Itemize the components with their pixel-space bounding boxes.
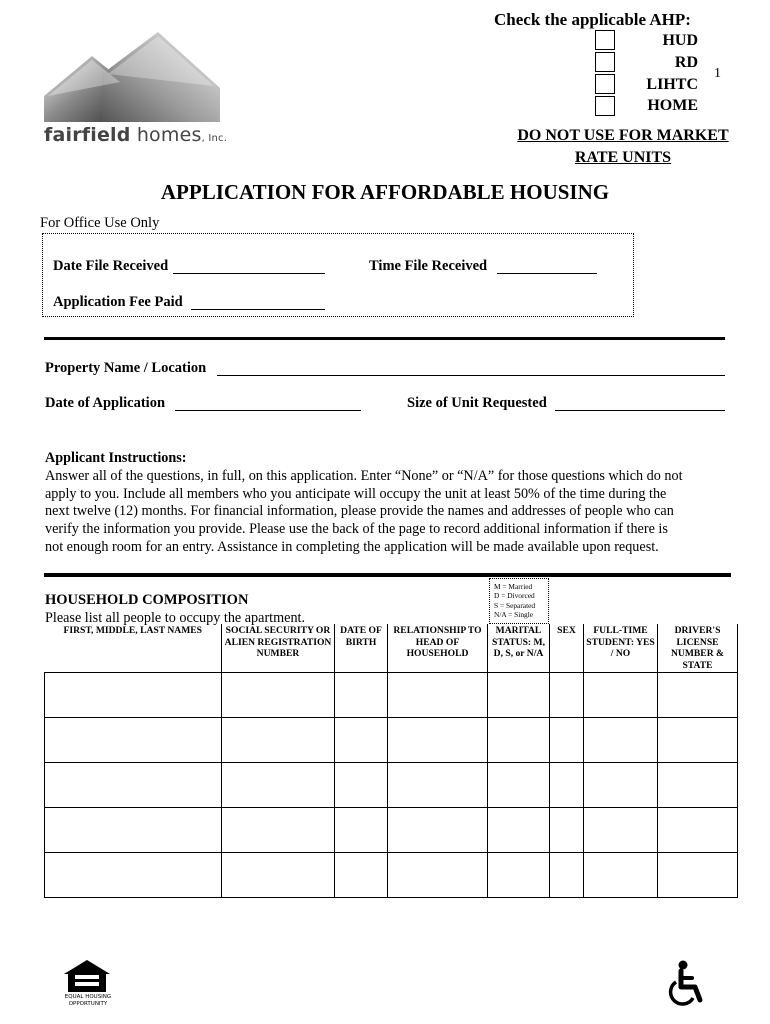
table-cell[interactable] (222, 808, 335, 853)
table-cell[interactable] (388, 763, 488, 808)
table-cell[interactable] (550, 808, 584, 853)
table-cell[interactable] (584, 763, 658, 808)
table-row (45, 853, 738, 898)
instructions-line: apply to you. Include all members who you anticipate will occupy the unit at least 50% of the time during the (45, 485, 667, 502)
table-cell[interactable] (45, 718, 222, 763)
eho-line1: EQUAL HOUSING (64, 994, 112, 1000)
table-cell[interactable] (584, 718, 658, 763)
table-cell[interactable] (550, 853, 584, 898)
ahp-checkbox-rd[interactable] (595, 52, 615, 72)
table-row (45, 673, 738, 718)
table-cell[interactable] (335, 718, 388, 763)
market-rate-note-line2: RATE UNITS (574, 149, 672, 166)
table-cell[interactable] (584, 808, 658, 853)
equal-housing-text (62, 994, 114, 1007)
table-cell[interactable] (658, 763, 738, 808)
household-divider (44, 573, 731, 577)
size-of-unit-field[interactable] (555, 410, 725, 411)
ahp-title: Check the applicable AHP: (494, 10, 691, 29)
col-header-sex: SEX (550, 624, 584, 673)
fairfield-homes-logo (42, 30, 222, 126)
ahp-option-home: HOME (647, 97, 698, 114)
household-heading: HOUSEHOLD COMPOSITION (45, 592, 249, 608)
table-header-row (45, 624, 738, 673)
table-cell[interactable] (388, 718, 488, 763)
col-header-dob: DATE OF BIRTH (335, 624, 388, 673)
table-cell[interactable] (45, 763, 222, 808)
size-of-unit-label: Size of Unit Requested (407, 395, 547, 411)
office-use-heading: For Office Use Only (40, 215, 160, 231)
ahp-checkbox-home[interactable] (595, 96, 615, 116)
ahp-checkbox-lihtc[interactable] (595, 74, 615, 94)
date-of-application-field[interactable] (175, 410, 361, 411)
market-rate-note-line1: DO NOT USE FOR MARKET (517, 127, 729, 144)
property-name-field[interactable] (217, 375, 725, 376)
ahp-option-lihtc: LIHTC (646, 76, 698, 93)
table-cell[interactable] (488, 673, 550, 718)
marital-key-item: S = Separated (494, 600, 536, 610)
page-title: APPLICATION FOR AFFORDABLE HOUSING (160, 180, 610, 204)
marital-status-key (489, 578, 549, 624)
instructions-line: verify the information you provide. Please use the back of the page to record additional information if there is (45, 521, 668, 538)
table-cell[interactable] (550, 673, 584, 718)
table-row (45, 763, 738, 808)
table-cell[interactable] (222, 718, 335, 763)
logo-wordmark (44, 124, 227, 146)
table-cell[interactable] (45, 673, 222, 718)
section-divider (44, 337, 725, 340)
time-file-received-field[interactable] (497, 273, 597, 274)
household-subheading: Please list all people to occupy the apartment. (45, 610, 306, 626)
table-cell[interactable] (335, 853, 388, 898)
household-table (44, 624, 738, 898)
table-cell[interactable] (335, 763, 388, 808)
table-cell[interactable] (388, 808, 488, 853)
table-cell[interactable] (45, 808, 222, 853)
col-header-student: FULL-TIME STUDENT: YES / NO (584, 624, 658, 673)
table-cell[interactable] (550, 763, 584, 808)
table-cell[interactable] (658, 853, 738, 898)
application-fee-paid-label: Application Fee Paid (53, 294, 183, 310)
table-cell[interactable] (335, 673, 388, 718)
table-cell[interactable] (45, 853, 222, 898)
marital-key-item: N/A = Single (494, 610, 534, 620)
page-number: 1 (714, 66, 721, 81)
table-cell[interactable] (488, 718, 550, 763)
table-cell[interactable] (658, 808, 738, 853)
table-cell[interactable] (388, 673, 488, 718)
ahp-option-hud: HUD (662, 32, 698, 49)
table-cell[interactable] (335, 808, 388, 853)
equal-housing-icon (62, 958, 112, 994)
col-header-names: FIRST, MIDDLE, LAST NAMES (45, 624, 222, 673)
table-cell[interactable] (488, 808, 550, 853)
table-cell[interactable] (488, 853, 550, 898)
eho-line2: OPPORTUNITY (68, 1000, 108, 1007)
table-cell[interactable] (658, 718, 738, 763)
col-header-license: DRIVER'S LICENSE NUMBER & STATE (658, 624, 738, 673)
table-row (45, 808, 738, 853)
instructions-line: next twelve (12) months. For financial information, please provide the names and addresses of people who can (45, 503, 674, 520)
ahp-checkbox-hud[interactable] (595, 30, 615, 50)
logo-brand: fairfield (44, 124, 131, 146)
ahp-option-rd: RD (674, 54, 698, 71)
table-cell[interactable] (550, 718, 584, 763)
table-cell[interactable] (584, 673, 658, 718)
instructions-heading: Applicant Instructions: (45, 450, 187, 466)
marital-key-item: D = Divorced (494, 591, 535, 601)
table-cell[interactable] (388, 853, 488, 898)
application-fee-paid-field[interactable] (191, 309, 325, 310)
date-file-received-field[interactable] (173, 273, 325, 274)
col-header-relationship: RELATIONSHIP TO HEAD OF HOUSEHOLD (388, 624, 488, 673)
property-name-label: Property Name / Location (45, 360, 207, 376)
table-row (45, 718, 738, 763)
col-header-marital: MARITAL STATUS: M, D, S, or N/A (488, 624, 550, 673)
table-cell[interactable] (222, 763, 335, 808)
logo-product: homes (136, 124, 202, 146)
table-cell[interactable] (222, 673, 335, 718)
col-header-ssn: SOCIAL SECURITY OR ALIEN REGISTRATION NUMBER (222, 624, 335, 673)
table-cell[interactable] (658, 673, 738, 718)
date-file-received-label: Date File Received (53, 258, 169, 274)
marital-key-item: M = Married (494, 582, 533, 591)
table-cell[interactable] (488, 763, 550, 808)
instructions-line: Answer all of the questions, in full, on this application. Enter “None” or “N/A” for those questions which do not (45, 467, 683, 484)
date-of-application-label: Date of Application (45, 395, 166, 411)
applicant-instructions (45, 450, 735, 557)
logo-suffix: , Inc. (201, 133, 228, 144)
table-cell[interactable] (222, 853, 335, 898)
wheelchair-accessibility-icon (667, 960, 707, 1006)
instructions-line: not enough room for an entry. Assistance in completing the application will be made available upon request. (45, 538, 659, 555)
time-file-received-label: Time File Received (369, 258, 488, 274)
table-cell[interactable] (584, 853, 658, 898)
